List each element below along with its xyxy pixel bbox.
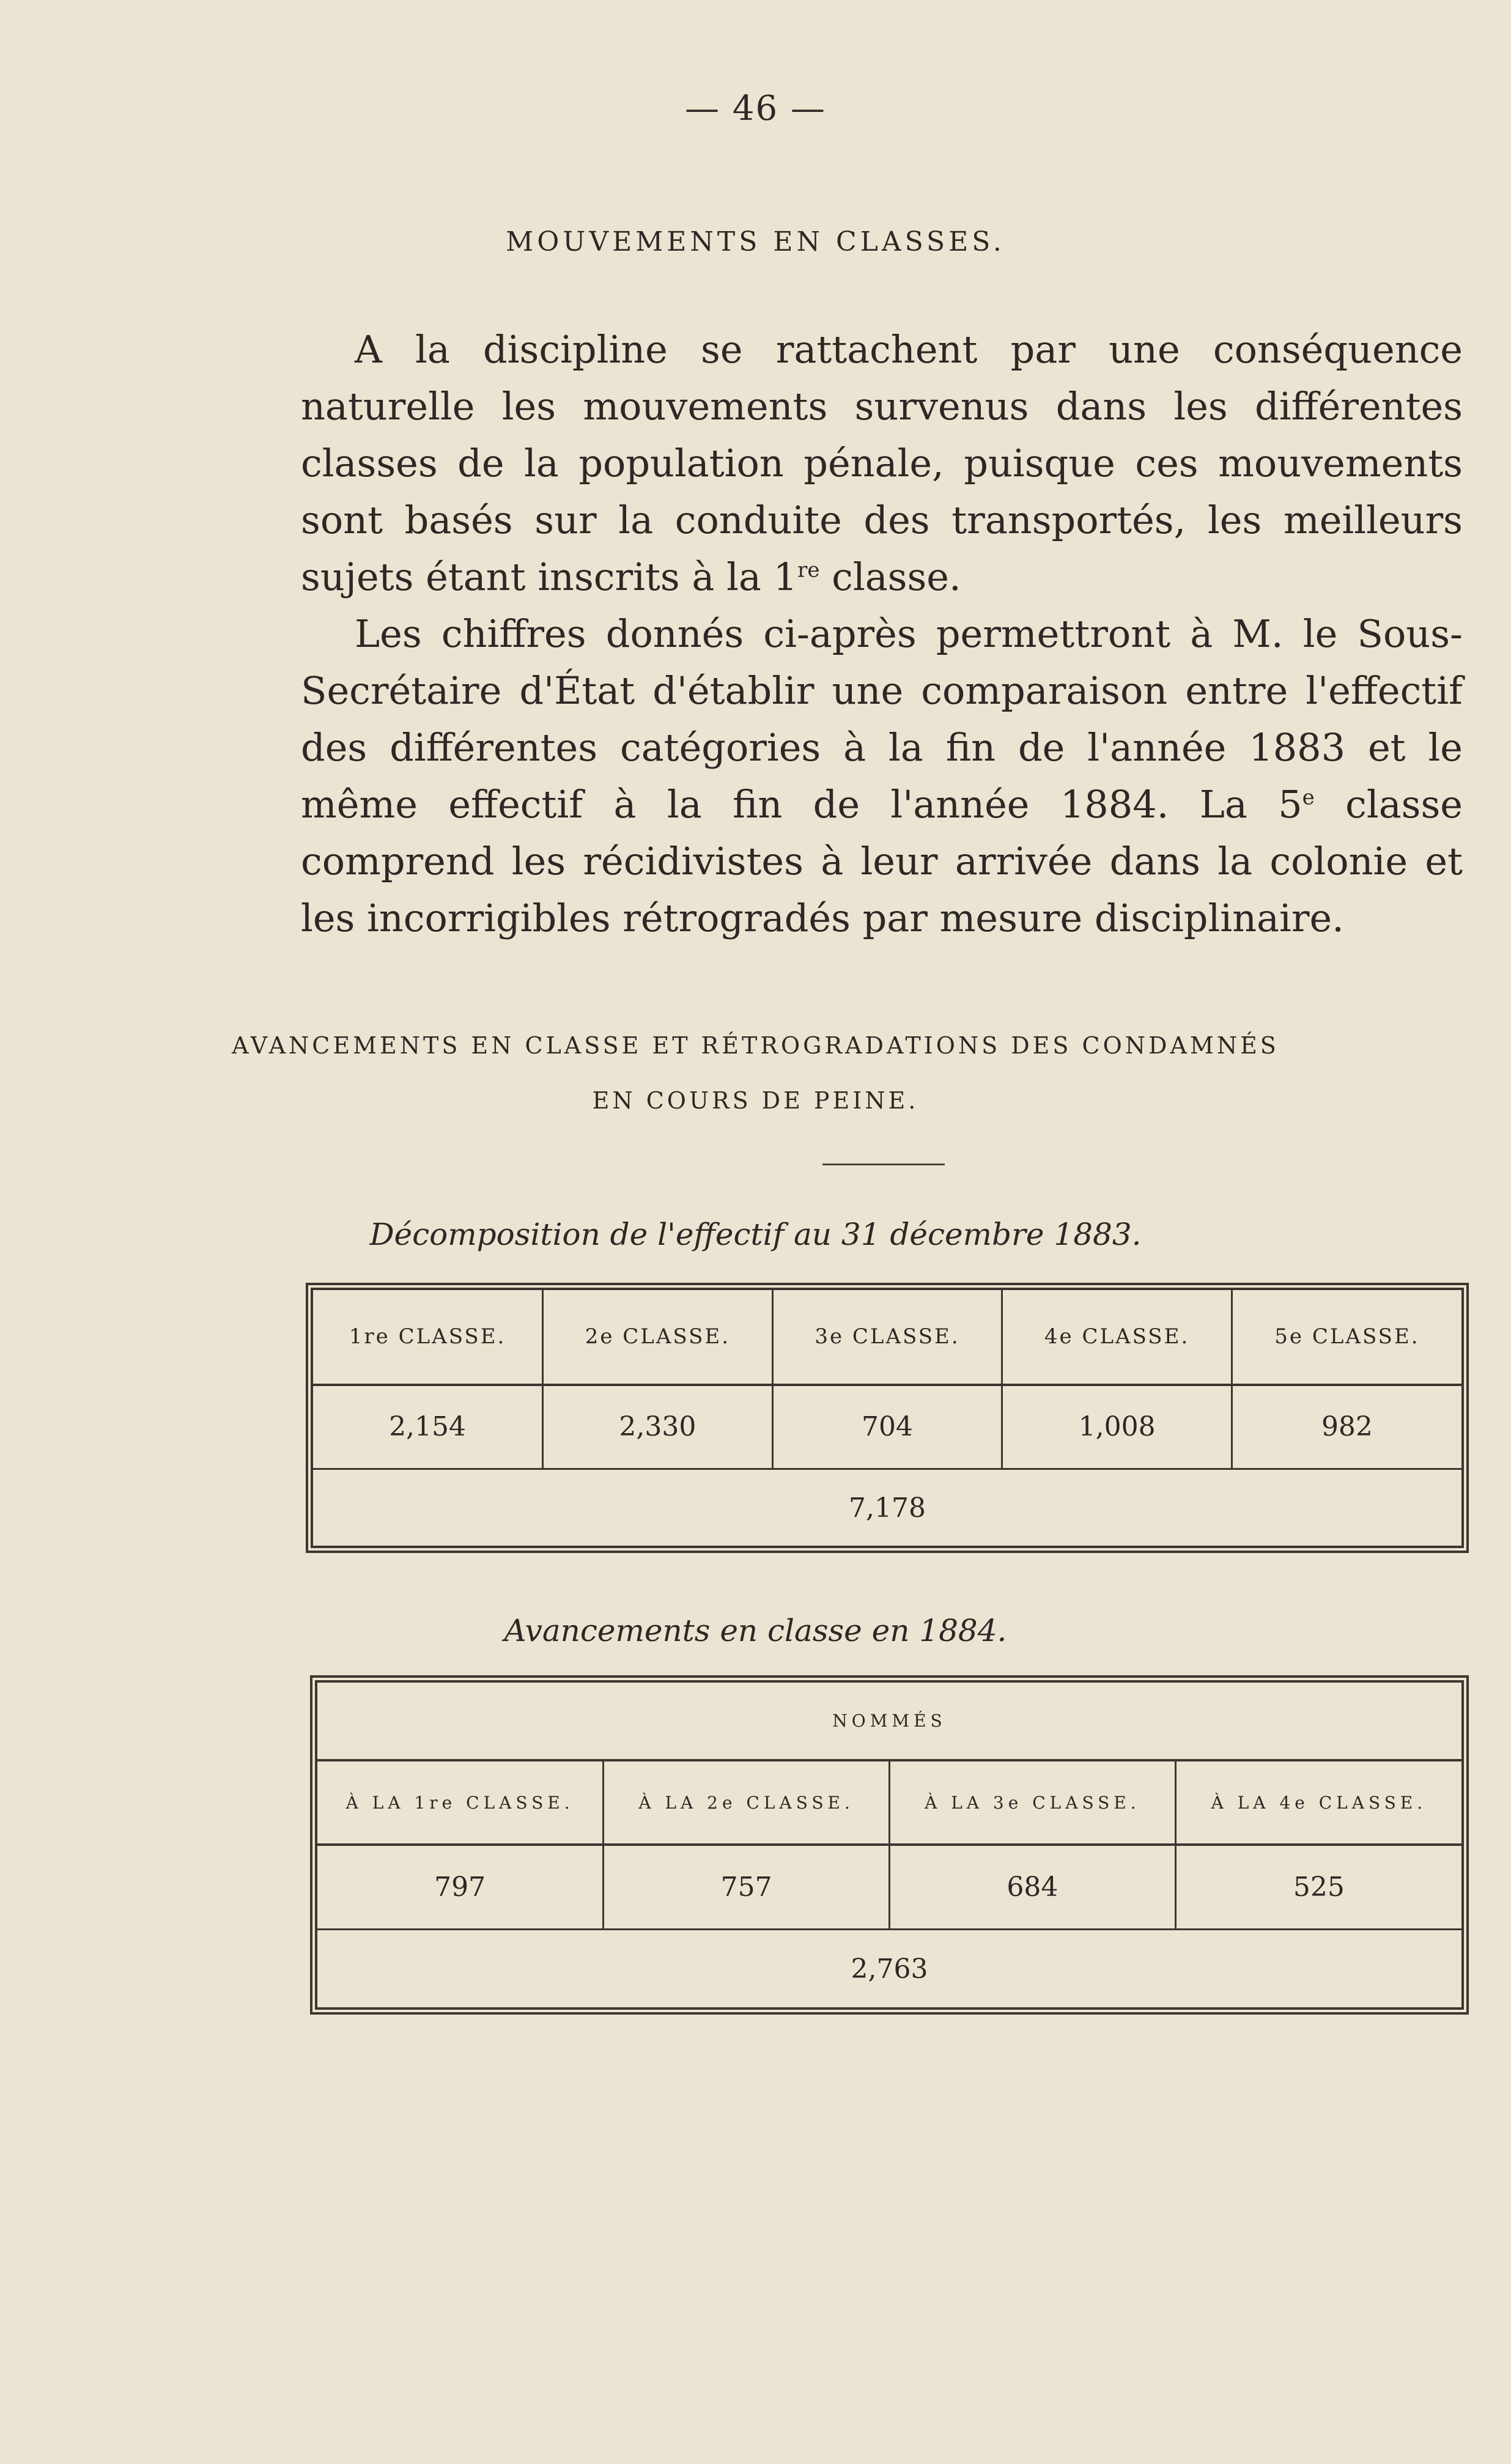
table-2 xyxy=(310,1675,1469,2015)
table-1 xyxy=(306,1283,1469,1553)
table-2-value-row xyxy=(317,1845,1461,1929)
table-1-total: 7,178 xyxy=(849,1492,926,1524)
page-number: — 46 — xyxy=(685,89,826,128)
table-2-header-cell: À LA 2e CLASSE. xyxy=(604,1760,890,1845)
table-1-header-cell: 4e CLASSE. xyxy=(1002,1290,1232,1385)
section-title: MOUVEMENTS EN CLASSES. xyxy=(506,226,1005,257)
paragraph-2-text-end: classe comprend les récidivistes à leur arrivée dans la colonie et les incorrigibles rétrogradés par mesure disciplinaire. xyxy=(301,782,1463,940)
table-heading-line-2: EN COURS DE PEINE. xyxy=(592,1087,919,1114)
paragraph-1-text: A la discipline se rattachent par une conséquence naturelle les mouvements survenus dans les différentes classes de la population pénale, puisque ces mouvements sont basés sur la conduite des transportés, les meilleurs sujets étant inscrits à la 1 xyxy=(301,327,1463,599)
paragraph-1 xyxy=(301,321,1463,605)
table-1-value-cell: 982 xyxy=(1232,1385,1461,1469)
table-2-header-cell: À LA 1re CLASSE. xyxy=(317,1760,604,1845)
table-heading-line-1: AVANCEMENTS EN CLASSE ET RÉTROGRADATIONS DES CONDAMNÉS xyxy=(232,1032,1279,1059)
table-1-header-cell: 5e CLASSE. xyxy=(1232,1290,1461,1385)
table-2-group-header-row xyxy=(317,1683,1461,1760)
table-1-caption: Décomposition de l'effectif au 31 décembre 1883. xyxy=(369,1217,1142,1252)
table-2-total: 2,763 xyxy=(851,1953,928,1985)
paragraph-1-text-end: classe. xyxy=(819,555,961,599)
table-1-total-row xyxy=(313,1469,1461,1546)
table-2-header-cell: À LA 4e CLASSE. xyxy=(1175,1760,1461,1845)
table-2-group-header: NOMMÉS xyxy=(317,1683,1461,1760)
table-2-value-cell: 684 xyxy=(890,1845,1176,1929)
table-1-value-cell: 1,008 xyxy=(1002,1385,1232,1469)
heading-rule xyxy=(822,1164,945,1165)
table-1-value-cell: 704 xyxy=(772,1385,1002,1469)
table-1-grid xyxy=(313,1290,1461,1546)
table-1-value-cell: 2,330 xyxy=(543,1385,773,1469)
table-1-header-cell: 1re CLASSE. xyxy=(313,1290,543,1385)
paragraph-1-superscript: re xyxy=(797,558,820,583)
table-2-value-cell: 797 xyxy=(317,1845,604,1929)
paragraph-2 xyxy=(301,605,1463,946)
table-1-header-cell: 2e CLASSE. xyxy=(543,1290,773,1385)
table-2-value-cell: 525 xyxy=(1175,1845,1461,1929)
table-1-header-cell: 3e CLASSE. xyxy=(772,1290,1002,1385)
table-1-value-cell: 2,154 xyxy=(313,1385,543,1469)
table-2-value-cell: 757 xyxy=(604,1845,890,1929)
table-2-header-cell: À LA 3e CLASSE. xyxy=(890,1760,1176,1845)
table-1-header-row xyxy=(313,1290,1461,1385)
paragraph-2-text: Les chiffres donnés ci-après permettront à M. le Sous-Secrétaire d'État d'établir une comparaison entre l'effectif des différentes catégories à la fin de l'année 1883 et le même effectif à la fin de l'année 1884. La 5 xyxy=(301,611,1463,827)
table-2-grid xyxy=(317,1683,1461,2007)
paragraph-2-superscript: e xyxy=(1302,785,1315,810)
table-2-header-row xyxy=(317,1760,1461,1845)
table-1-value-row xyxy=(313,1385,1461,1469)
body-text xyxy=(301,321,1463,946)
table-2-total-row xyxy=(317,1930,1461,2007)
table-2-caption: Avancements en classe en 1884. xyxy=(504,1613,1007,1648)
